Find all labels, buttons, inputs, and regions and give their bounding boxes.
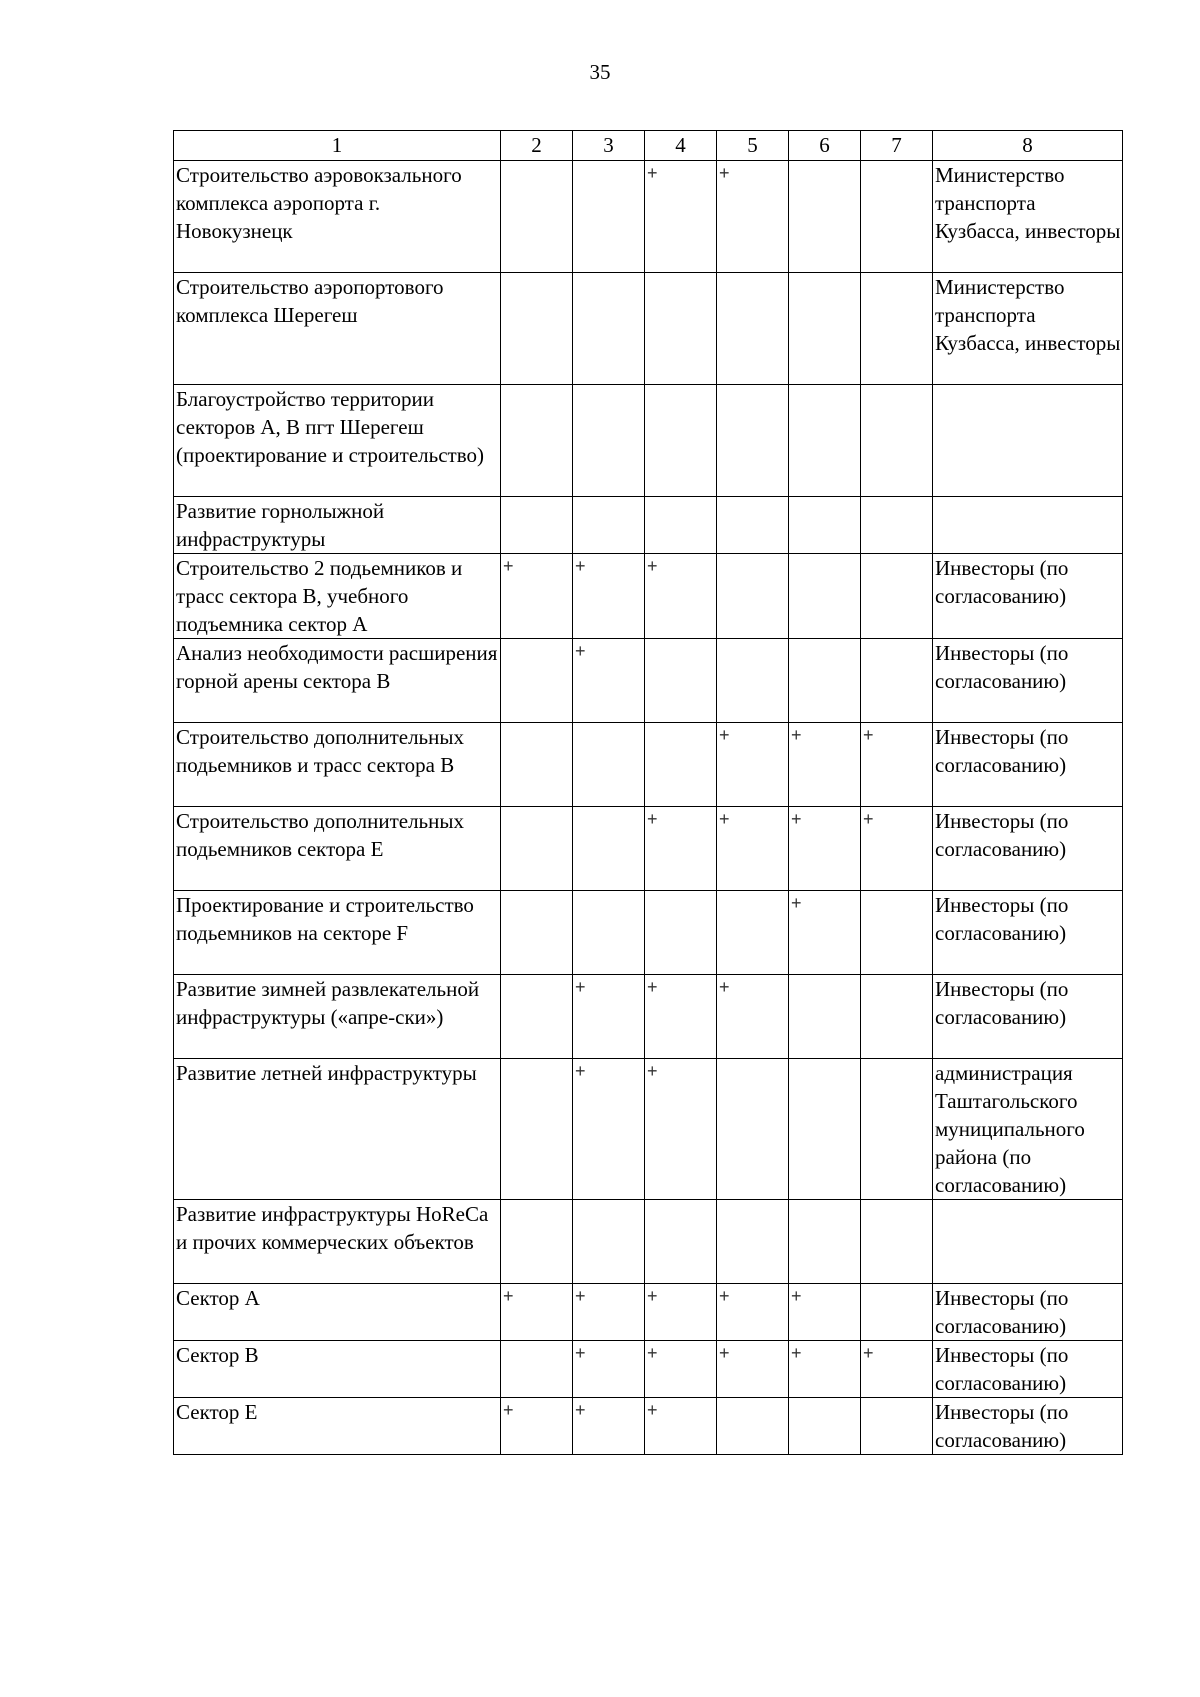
year-mark-cell: [861, 385, 933, 497]
responsible-cell: Инвесторы (по согласованию): [933, 1341, 1123, 1398]
responsible-cell: администрация Таштагольского муниципального района (по согласованию): [933, 1059, 1123, 1200]
year-mark-cell: +: [717, 975, 789, 1059]
year-mark-cell: [789, 1059, 861, 1200]
year-mark-cell: [717, 639, 789, 723]
measure-name-cell: Строительство 2 подьемников и трасс сектора В, учебного подъемника сектор А: [174, 554, 501, 639]
year-mark-cell: [501, 385, 573, 497]
year-mark-cell: [861, 1059, 933, 1200]
year-mark-cell: [573, 891, 645, 975]
measure-name-cell: Анализ необходимости расширения горной арены сектора В: [174, 639, 501, 723]
table-row: [174, 1398, 1123, 1455]
year-mark-cell: +: [717, 723, 789, 807]
year-mark-cell: +: [501, 554, 573, 639]
year-mark-cell: +: [861, 723, 933, 807]
column-header: 3: [573, 131, 645, 161]
year-mark-cell: [501, 723, 573, 807]
year-mark-cell: +: [789, 1284, 861, 1341]
year-mark-cell: +: [861, 807, 933, 891]
table-row: [174, 554, 1123, 639]
header-row: [174, 131, 1123, 161]
table-row: [174, 385, 1123, 497]
responsible-cell: Инвесторы (по согласованию): [933, 807, 1123, 891]
year-mark-cell: [861, 1284, 933, 1341]
responsible-cell: Инвесторы (по согласованию): [933, 1284, 1123, 1341]
responsible-cell: Инвесторы (по согласованию): [933, 891, 1123, 975]
year-mark-cell: +: [717, 1284, 789, 1341]
year-mark-cell: +: [717, 161, 789, 273]
plan-table: [173, 130, 1123, 1455]
responsible-cell: Инвесторы (по согласованию): [933, 723, 1123, 807]
year-mark-cell: +: [645, 807, 717, 891]
year-mark-cell: +: [645, 1398, 717, 1455]
year-mark-cell: +: [645, 554, 717, 639]
column-header: 4: [645, 131, 717, 161]
year-mark-cell: [501, 975, 573, 1059]
measure-name-cell: Строительство аэропортового комплекса Шерегеш: [174, 273, 501, 385]
table-row: [174, 161, 1123, 273]
measure-name-cell: Развитие горнолыжной инфраструктуры: [174, 497, 501, 554]
year-mark-cell: [717, 497, 789, 554]
year-mark-cell: [717, 273, 789, 385]
year-mark-cell: [789, 497, 861, 554]
measure-name-cell: Сектор Е: [174, 1398, 501, 1455]
year-mark-cell: [573, 807, 645, 891]
table-row: [174, 1284, 1123, 1341]
measure-name-cell: Строительство аэровокзального комплекса аэропорта г. Новокузнецк: [174, 161, 501, 273]
year-mark-cell: +: [501, 1398, 573, 1455]
year-mark-cell: [789, 639, 861, 723]
responsible-cell: Инвесторы (по согласованию): [933, 975, 1123, 1059]
responsible-cell: Министерство транспорта Кузбасса, инвесторы: [933, 273, 1123, 385]
year-mark-cell: [717, 1059, 789, 1200]
year-mark-cell: +: [789, 723, 861, 807]
responsible-cell: Инвесторы (по согласованию): [933, 554, 1123, 639]
responsible-cell: [933, 1200, 1123, 1284]
table-row: [174, 723, 1123, 807]
year-mark-cell: +: [573, 554, 645, 639]
year-mark-cell: [573, 497, 645, 554]
year-mark-cell: [789, 975, 861, 1059]
measure-name-cell: Развитие инфраструктуры HoReCa и прочих коммерческих объектов: [174, 1200, 501, 1284]
year-mark-cell: [861, 639, 933, 723]
year-mark-cell: +: [501, 1284, 573, 1341]
year-mark-cell: [789, 161, 861, 273]
year-mark-cell: [573, 161, 645, 273]
year-mark-cell: [645, 1200, 717, 1284]
year-mark-cell: [861, 1200, 933, 1284]
year-mark-cell: +: [573, 639, 645, 723]
measure-name-cell: Строительство дополнительных подьемников сектора Е: [174, 807, 501, 891]
year-mark-cell: [501, 161, 573, 273]
year-mark-cell: [789, 273, 861, 385]
column-header: 2: [501, 131, 573, 161]
year-mark-cell: [501, 497, 573, 554]
year-mark-cell: +: [573, 975, 645, 1059]
year-mark-cell: [573, 385, 645, 497]
year-mark-cell: [501, 807, 573, 891]
year-mark-cell: [573, 273, 645, 385]
year-mark-cell: +: [789, 807, 861, 891]
measure-name-cell: Благоустройство территории секторов А, В пгт Шерегеш (проектирование и строительство): [174, 385, 501, 497]
responsible-cell: Министерство транспорта Кузбасса, инвесторы: [933, 161, 1123, 273]
responsible-cell: Инвесторы (по согласованию): [933, 1398, 1123, 1455]
year-mark-cell: [501, 1200, 573, 1284]
year-mark-cell: [789, 554, 861, 639]
year-mark-cell: [645, 273, 717, 385]
table-row: [174, 1059, 1123, 1200]
year-mark-cell: [501, 1341, 573, 1398]
year-mark-cell: +: [789, 891, 861, 975]
year-mark-cell: +: [645, 1284, 717, 1341]
year-mark-cell: +: [645, 1059, 717, 1200]
year-mark-cell: [789, 1398, 861, 1455]
year-mark-cell: [861, 273, 933, 385]
year-mark-cell: +: [789, 1341, 861, 1398]
year-mark-cell: +: [645, 1341, 717, 1398]
year-mark-cell: [861, 161, 933, 273]
year-mark-cell: [717, 554, 789, 639]
table-row: [174, 891, 1123, 975]
responsible-cell: [933, 385, 1123, 497]
year-mark-cell: [861, 891, 933, 975]
year-mark-cell: [717, 1398, 789, 1455]
year-mark-cell: +: [861, 1341, 933, 1398]
year-mark-cell: [645, 497, 717, 554]
year-mark-cell: [501, 639, 573, 723]
table-row: [174, 1341, 1123, 1398]
measure-name-cell: Сектор В: [174, 1341, 501, 1398]
column-header: 1: [174, 131, 501, 161]
column-header: 8: [933, 131, 1123, 161]
table-row: [174, 639, 1123, 723]
year-mark-cell: [501, 1059, 573, 1200]
measure-name-cell: Проектирование и строительство подьемников на секторе F: [174, 891, 501, 975]
year-mark-cell: +: [573, 1398, 645, 1455]
responsible-cell: [933, 497, 1123, 554]
year-mark-cell: +: [573, 1284, 645, 1341]
page-number: 35: [589, 60, 611, 84]
year-mark-cell: +: [573, 1341, 645, 1398]
year-mark-cell: [645, 639, 717, 723]
year-mark-cell: [501, 273, 573, 385]
year-mark-cell: [573, 1200, 645, 1284]
table-row: [174, 975, 1123, 1059]
year-mark-cell: +: [645, 161, 717, 273]
table-row: [174, 497, 1123, 554]
year-mark-cell: [645, 385, 717, 497]
measure-name-cell: Сектор А: [174, 1284, 501, 1341]
year-mark-cell: [861, 1398, 933, 1455]
year-mark-cell: [861, 975, 933, 1059]
responsible-cell: Инвесторы (по согласованию): [933, 639, 1123, 723]
column-header: 5: [717, 131, 789, 161]
year-mark-cell: [717, 891, 789, 975]
year-mark-cell: [861, 554, 933, 639]
year-mark-cell: +: [645, 975, 717, 1059]
year-mark-cell: [861, 497, 933, 554]
table-row: [174, 273, 1123, 385]
year-mark-cell: +: [717, 1341, 789, 1398]
year-mark-cell: [501, 891, 573, 975]
measure-name-cell: Развитие летней инфраструктуры: [174, 1059, 501, 1200]
table-row: [174, 1200, 1123, 1284]
year-mark-cell: [645, 723, 717, 807]
table-row: [174, 807, 1123, 891]
column-header: 7: [861, 131, 933, 161]
year-mark-cell: [789, 385, 861, 497]
year-mark-cell: [573, 723, 645, 807]
year-mark-cell: [717, 1200, 789, 1284]
measure-name-cell: Строительство дополнительных подьемников и трасс сектора В: [174, 723, 501, 807]
year-mark-cell: [717, 385, 789, 497]
column-header: 6: [789, 131, 861, 161]
year-mark-cell: +: [717, 807, 789, 891]
year-mark-cell: [645, 891, 717, 975]
measure-name-cell: Развитие зимней развлекательной инфраструктуры («апре-ски»): [174, 975, 501, 1059]
year-mark-cell: +: [573, 1059, 645, 1200]
year-mark-cell: [789, 1200, 861, 1284]
